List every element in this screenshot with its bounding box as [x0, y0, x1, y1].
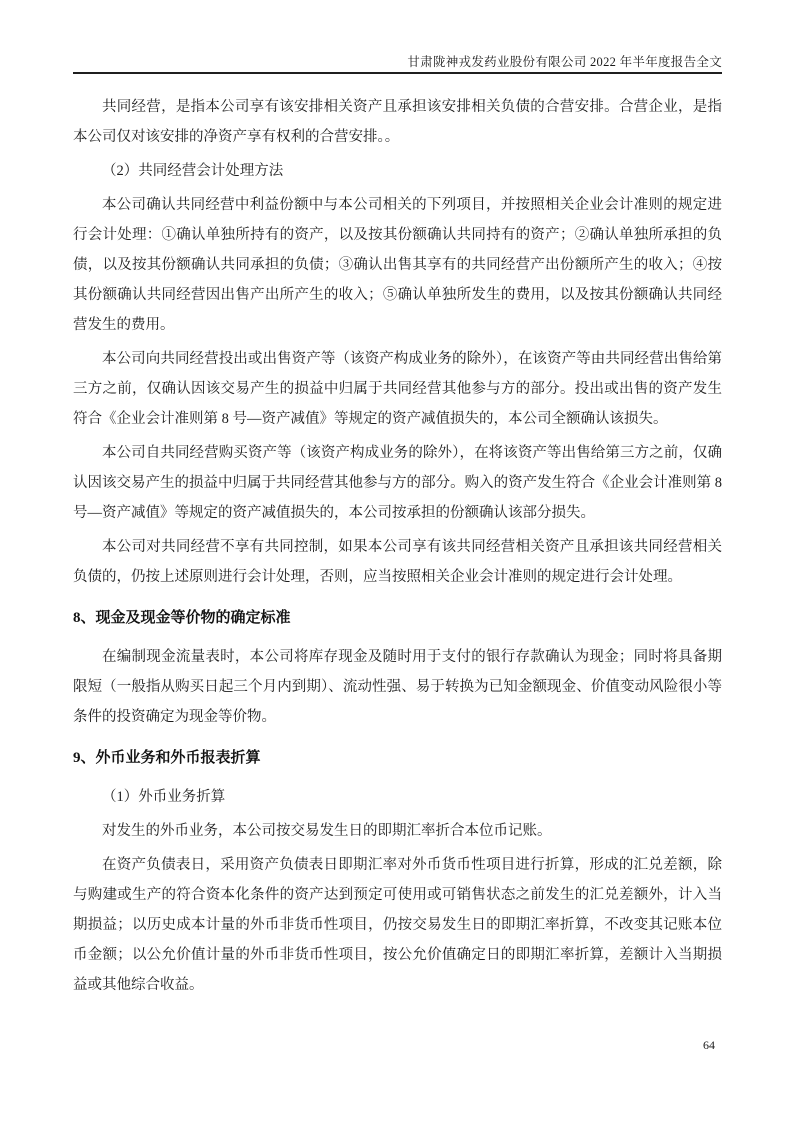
- paragraph-joint-operation-definition: 共同经营，是指本公司享有该安排相关资产且承担该安排相关负债的合营安排。合营企业，是指本公司仅对该安排的净资产享有权利的合营安排。。: [73, 99, 722, 145]
- report-header-title: 甘肃陇神戎发药业股份有限公司 2022 年半年度报告全文: [73, 0, 722, 74]
- page-content: [73, 92, 722, 1004]
- subsection-title-foreign-currency-translation: （1）外币业务折算: [102, 789, 226, 805]
- page-number: 64: [703, 1038, 715, 1052]
- section-heading-cash-equivalents: 8、现金及现金等价物的确定标准: [73, 610, 291, 626]
- subsection-title-joint-accounting-method: （2）共同经营会计处理方法: [102, 163, 284, 179]
- section-heading-foreign-currency: 9、外币业务和外币报表折算: [73, 750, 261, 766]
- paragraph-joint-purchase-assets: 本公司自共同经营购买资产等（该资产构成业务的除外），在将该资产等出售给第三方之前，仅确认因该交易产生的损益中归属于共同经营其他参与方的部分。购入的资产发生符合《企业会计准则第 8 号—资产减值》等规定的资产减值损失的，本公司按承担的份额确认该部分损失。: [73, 445, 722, 521]
- paragraph-foreign-currency-balance-sheet-date: 在资产负债表日，采用资产负债表日即期汇率对外币货币性项目进行折算，形成的汇兑差额，除与购建或生产的符合资本化条件的资产达到预定可使用或可销售状态之前发生的汇兑差额外，计入当期损益；以历史成本计量的外币非货币性项目，仍按交易发生日的即期汇率折算，不改变其记账本位币金额；以公允价值计量的外币非货币性项目，按公允价值确定日的即期汇率折算，差额计入当期损益或其他综合收益。: [73, 857, 722, 993]
- paragraph-foreign-currency-transaction: 对发生的外币业务，本公司按交易发生日的即期汇率折合本位币记账。: [102, 823, 552, 839]
- paragraph-joint-no-control: 本公司对共同经营不享有共同控制，如果本公司享有该共同经营相关资产且承担该共同经营相关负债的，仍按上述原则进行会计处理，否则，应当按照相关企业会计准则的规定进行会计处理。: [73, 539, 722, 585]
- paragraph-cash-equivalents-criteria: 在编制现金流量表时，本公司将库存现金及随时用于支付的银行存款确认为现金；同时将具备期限短（一般指从购买日起三个月内到期）、流动性强、易于转换为已知金额现金、价值变动风险很小等条件的投资确定为现金等价物。: [73, 649, 722, 725]
- paragraph-joint-accounting-items: 本公司确认共同经营中利益份额中与本公司相关的下列项目，并按照相关企业会计准则的规定进行会计处理：①确认单独所持有的资产，以及按其份额确认共同持有的资产；②确认单独所承担的负债，以及按其份额确认共同承担的负债；③确认出售其享有的共同经营产出份额所产生的收入；④按其份额确认共同经营因出售产出所产生的收入；⑤确认单独所发生的费用，以及按其份额确认共同经营发生的费用。: [73, 197, 722, 333]
- page-header: [73, 0, 722, 74]
- paragraph-joint-invest-or-sell-assets: 本公司向共同经营投出或出售资产等（该资产构成业务的除外），在该资产等由共同经营出售给第三方之前，仅确认因该交易产生的损益中归属于共同经营其他参与方的部分。投出或出售的资产发生符合《企业会计准则第 8 号—资产减值》等规定的资产减值损失的，本公司全额确认该损失。: [73, 351, 722, 427]
